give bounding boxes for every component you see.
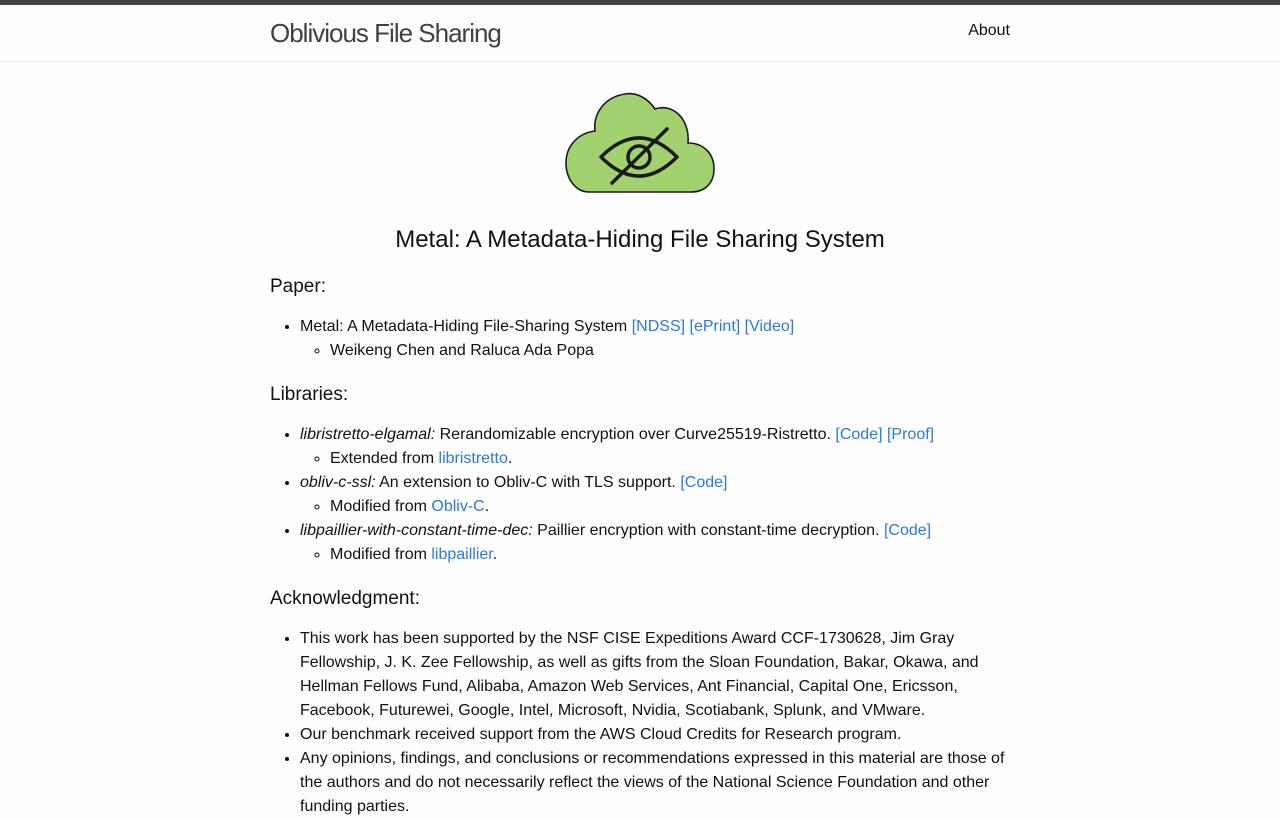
libpaillier-link[interactable]: libpaillier (431, 546, 493, 563)
library-sublist (300, 447, 1010, 471)
ndss-link[interactable]: [NDSS] (631, 318, 686, 335)
library-origin (330, 447, 1010, 471)
libristretto-elgamal-code-link[interactable]: [Code] (835, 426, 883, 443)
library-item-libpaillier (300, 519, 1010, 567)
paper-item (300, 315, 1010, 363)
page-title: Metal: A Metadata-Hiding File Sharing System (395, 226, 885, 253)
library-name: obliv-c-ssl: (300, 474, 376, 491)
library-sublist (300, 495, 1010, 519)
libpaillier-code-link[interactable]: [Code] (883, 522, 932, 539)
origin-suffix: . (507, 450, 513, 467)
library-sublist (300, 543, 1010, 567)
library-description: An extension to Obliv-C with TLS support. (379, 474, 676, 491)
acknowledgment-item: • Our benchmark received support from the AWS Cloud Credits for Research program. (300, 723, 1010, 747)
library-name: libpaillier-with-constant-time-dec: (300, 522, 533, 539)
obliv-c-ssl-code-link[interactable]: [Code] (680, 474, 728, 491)
paper-title: Metal: A Metadata-Hiding File-Sharing System (300, 318, 628, 335)
main-content (270, 91, 1010, 819)
origin-prefix: Extended from (330, 450, 435, 467)
nav-about-link[interactable]: About (968, 22, 1010, 39)
origin-prefix: Modified from (330, 546, 427, 563)
acknowledgment-list (270, 627, 1010, 819)
eprint-link[interactable]: [ePrint] (689, 318, 741, 335)
library-description: Rerandomizable encryption over Curve25519-Ristretto. (439, 426, 831, 443)
cloud-eye-slash-icon (565, 91, 715, 193)
obliv-c-link[interactable]: Obliv-C (431, 498, 485, 515)
paper-heading: Paper: (270, 276, 326, 297)
libristretto-link[interactable]: libristretto (438, 450, 508, 467)
library-name: libristretto-elgamal: (300, 426, 436, 443)
paper-authors: ◦ Weikeng Chen and Raluca Ada Popa (330, 339, 1010, 363)
origin-prefix: Modified from (330, 498, 427, 515)
library-description: Paillier encryption with constant-time decryption. (537, 522, 880, 539)
paper-sublist (300, 339, 1010, 363)
libristretto-elgamal-proof-link[interactable]: [Proof] (886, 426, 935, 443)
acknowledgment-item: • Any opinions, findings, and conclusions or recommendations expressed in this material are those of the authors and do not necessarily reflect the views of the National Science Foundation and other funding parties. (300, 747, 1010, 819)
libraries-list (270, 423, 1010, 567)
library-origin (330, 495, 1010, 519)
libraries-heading: Libraries: (270, 384, 349, 405)
video-link[interactable]: [Video] (744, 318, 795, 335)
acknowledgment-heading: Acknowledgment: (270, 588, 420, 609)
logo (270, 91, 1010, 195)
origin-suffix: . (492, 546, 498, 563)
site-title-link[interactable]: Oblivious File Sharing (270, 18, 501, 48)
library-item-obliv-c-ssl (300, 471, 1010, 519)
library-item-libristretto-elgamal (300, 423, 1010, 471)
library-origin (330, 543, 1010, 567)
origin-suffix: . (484, 498, 490, 515)
acknowledgment-item: • This work has been supported by the NSF CISE Expeditions Award CCF-1730628, Jim Gray Fellowship, J. K. Zee Fellowship, as well as gifts from the Sloan Foundation, Bakar, Okawa, and Hellman Fellows Fund, Alibaba, Amazon Web Services, Ant Financial, Capital One, Ericsson, Facebook, Futurewei, Google, Intel, Microsoft, Nvidia, Scotiabank, Splunk, and VMware. (300, 627, 1010, 723)
site-header (0, 5, 1280, 62)
paper-list (270, 315, 1010, 363)
